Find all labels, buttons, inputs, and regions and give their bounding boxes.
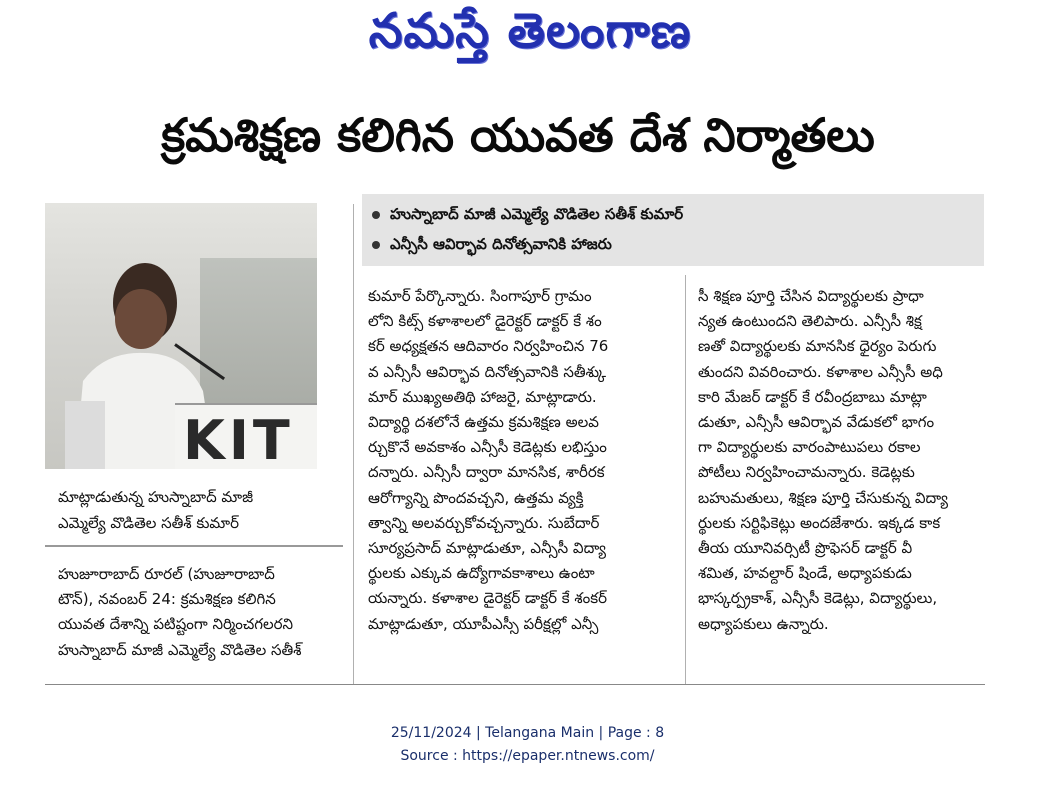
photo-caption xyxy=(58,484,328,536)
text-line: ణతో విద్యార్థులకు మానసిక ధైర్యం పెరుగు xyxy=(698,337,937,356)
footer-date-edition: 25/11/2024 | Telangana Main | Page : 8 xyxy=(390,725,665,741)
podium xyxy=(175,403,317,469)
text-line: మార్ ముఖ్యఅతిథి హాజరై, మాట్లాడారు. xyxy=(368,387,597,406)
text-line: లోని కిట్స్ కళాశాలలో డైరెక్టర్ డాక్టర్ కే శం xyxy=(368,312,602,331)
page-bottom-rule xyxy=(45,684,985,685)
text-line: యువత దేశాన్ని పటిష్టంగా నిర్మించగలరని xyxy=(58,615,294,634)
text-line: బహుమతులు, శిక్షణ పూర్తి చేసుకున్న విద్యా xyxy=(698,488,948,507)
footer-source: Source : https://epaper.ntnews.com/ xyxy=(400,748,655,764)
text-line: తీయ యూనివర్సిటీ ప్రొఫెసర్ డాక్టర్ వీ xyxy=(698,539,913,558)
bullet-icon xyxy=(372,211,380,219)
article-headline: క్రమశిక్షణ కలిగిన యువత దేశ నిర్మాతలు xyxy=(161,108,875,162)
column-separator xyxy=(685,275,686,685)
text-line: తుందని వివరించారు. కళాశాల ఎన్సీసీ అధి xyxy=(698,362,943,381)
subhead-text: ఎన్సీసీ ఆవిర్భావ దినోత్సవానికి హాజరు xyxy=(390,235,612,253)
photo-banner xyxy=(200,258,317,408)
article-column-1 xyxy=(58,562,343,663)
bullet-icon xyxy=(372,241,380,249)
text-line: కుమార్ పేర్కొన్నారు. సింగాపూర్ గ్రామం xyxy=(368,287,592,305)
text-line: కారి మేజర్ డాక్టర్ కే రవీంద్రబాబు మాట్లా xyxy=(698,387,927,406)
text-line: ర్థులకు సర్టిఫికెట్లు అందజేశారు. ఇక్కడ కాక xyxy=(698,513,941,532)
subhead-text: హుస్నాబాద్ మాజీ ఎమ్మెల్యే వొడితెల సతీశ్ కుమార్ xyxy=(390,205,684,223)
text-line: గా విద్యార్థులకు వారంపాటుపలు రకాల xyxy=(698,438,921,457)
subhead-item xyxy=(372,232,612,256)
text-line: సీ శిక్షణ పూర్తి చేసిన విద్యార్థులకు ప్రాధా xyxy=(698,287,924,305)
text-line: టౌన్), నవంబర్ 24: క్రమశిక్షణ కలిగిన xyxy=(58,590,276,609)
text-line: ఆరోగ్యాన్ని పొందవచ్చని, ఉత్తమ వ్యక్తి xyxy=(368,488,584,507)
text-line: యన్నారు. కళాశాల డైరెక్టర్ డాక్టర్ కే శంకర్ xyxy=(368,589,607,608)
text-line: విద్యార్థి దశలోనే ఉత్తమ క్రమశిక్షణ అలవ xyxy=(368,413,599,432)
text-line: న్యత ఉంటుందని తెలిపారు. ఎన్సీసీ శిక్ష xyxy=(698,312,922,331)
subhead-item xyxy=(372,202,683,226)
text-line: పోటీలు నిర్వహించామన్నారు. కెడెట్లకు xyxy=(698,463,915,482)
text-line: శమిత, హవల్దార్ షిండే, అధ్యాపకుడు xyxy=(698,564,912,583)
text-line: అధ్యాపకులు ఉన్నారు. xyxy=(698,614,829,633)
text-line: సూర్యప్రసాద్ మాట్లాడుతూ, ఎన్సీసీ విద్యా xyxy=(368,539,607,558)
text-line: త్వాన్ని అలవర్చుకోవచ్చన్నారు. సుబేదార్ xyxy=(368,513,600,532)
article-column-3 xyxy=(698,284,988,637)
podium-logo-text: KIT xyxy=(183,409,294,469)
text-line: భాస్కర్ప్రకాశ్, ఎన్సీసీ కెడెట్లు, విద్యార్థులు, xyxy=(698,589,938,608)
column-separator xyxy=(353,204,354,684)
subhead-box xyxy=(362,194,984,266)
text-line: డుతూ, ఎన్సీసీ ఆవిర్భావ వేడుకలో భాగం xyxy=(698,413,935,432)
text-line: మాట్లాడుతూ, యూపీఎస్సీ పరీక్షల్లో ఎన్సీ xyxy=(368,614,599,633)
text-line: ర్చుకొనే అవకాశం ఎన్సీసీ కెడెట్లకు లభిస్తుం xyxy=(368,438,607,457)
caption-line: ఎమ్మెల్యే వొడితెల సతీశ్ కుమార్ xyxy=(58,514,240,532)
caption-line: మాట్లాడుతున్న హుస్నాబాద్ మాజీ xyxy=(58,488,254,506)
text-line: దన్నారు. ఎన్సీసీ ద్వారా మానసిక, శారీరక xyxy=(368,463,605,482)
article-photo xyxy=(45,203,317,469)
text-line: హుజూరాబాద్ రూరల్ (హుజూరాబాద్ xyxy=(58,565,275,583)
text-line: ర్థులకు ఎక్కువ ఉద్యోగావకాశాలు ఉంటా xyxy=(368,564,595,583)
text-line: వ ఎన్సీసీ ఆవిర్భావ దినోత్సవానికి సతీశ్కు xyxy=(368,362,607,381)
text-line: కర్ అధ్యక్షతన ఆదివారం నిర్వహించిన 76 xyxy=(368,337,609,356)
text-line: హుస్నాబాద్ మాజీ ఎమ్మెల్యే వొడితెల సతీశ్ xyxy=(58,640,302,659)
caption-divider xyxy=(45,545,343,547)
newspaper-masthead: నమస్తే తెలంగాణ xyxy=(368,3,692,59)
article-column-2 xyxy=(368,284,674,637)
